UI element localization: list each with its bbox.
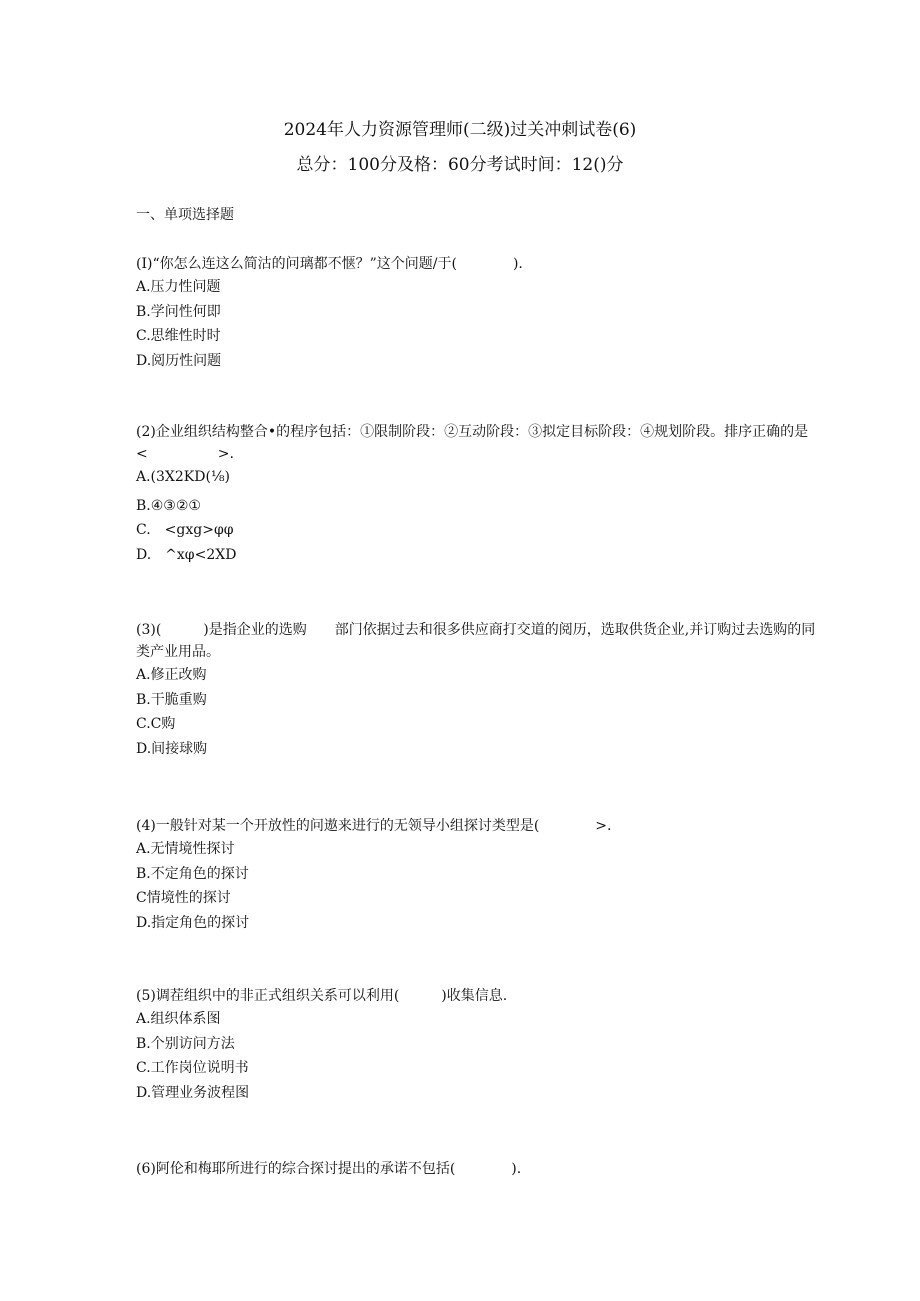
option-a: A.修正改购 (136, 667, 207, 683)
option-d: D. ^xφ<2XD (136, 546, 237, 563)
option-b: B.④③②① (136, 497, 201, 514)
document-title: 2024年人力资源管理师(二级)过关冲刺试卷(6) (283, 120, 637, 140)
question-2 (136, 421, 816, 567)
question-stem: (5)调茬组织中的非正式组织关系可以利用( )收集信息. (136, 988, 508, 1004)
question-1 (136, 253, 816, 373)
option-c: C.C购 (136, 716, 176, 733)
option-b: B.学问性何即 (136, 303, 221, 320)
option-b: B.干脆重购 (136, 691, 207, 708)
option-c: C.工作岗位说明书 (136, 1060, 249, 1077)
question-stem: (4)一般针对某一个开放性的问遨来进行的无领导小组探讨类型是( >. (136, 818, 612, 834)
option-b: B.不定角色的探讨 (136, 865, 249, 882)
section-heading: 一、单项选择题 (136, 207, 234, 223)
question-stem: (6)阿伦和梅耶所进行的综合探讨提出的承诺不包括( ). (136, 1161, 522, 1177)
question-stem: (I)“你怎么连这么简沽的问璃都不惬？”这个问题/于( ). (136, 256, 523, 272)
option-c: C. <gxg>φφ (136, 522, 234, 539)
document-subtitle: 总分：100分及格：60分考试时间：12()分 (296, 155, 624, 175)
option-a: A.无情境性探讨 (136, 841, 235, 857)
option-a: A.(3X2KD(⅛) (136, 469, 230, 485)
question-stem: (3)( )是指企业的选购 部门依据过去和很多供应商打交道的阅历，选取供货企业,并订购过去选购的同类产业用品。 (136, 622, 816, 660)
question-4 (136, 815, 816, 935)
option-a: A.组织体系图 (136, 1011, 221, 1027)
option-b: B.个别访问方法 (136, 1035, 235, 1052)
question-6 (136, 1158, 816, 1180)
option-a: A.压力性问题 (136, 279, 221, 295)
option-c: C情境性的探讨 (136, 890, 231, 907)
option-c: C.思维性时时 (136, 328, 221, 345)
question-stem: (2)企业组织结构整合•的程序包括：①限制阶段：②互动阶段：③拟定目标阶段：④规划阶段。排序正确的是< >. (136, 424, 809, 462)
option-d: D.阅历性问题 (136, 352, 222, 369)
option-d: D.间接球购 (136, 740, 208, 757)
option-d: D.指定角色的探讨 (136, 914, 250, 931)
question-3 (136, 619, 816, 761)
option-d: D.管理业务波程图 (136, 1084, 250, 1101)
question-5 (136, 985, 816, 1105)
